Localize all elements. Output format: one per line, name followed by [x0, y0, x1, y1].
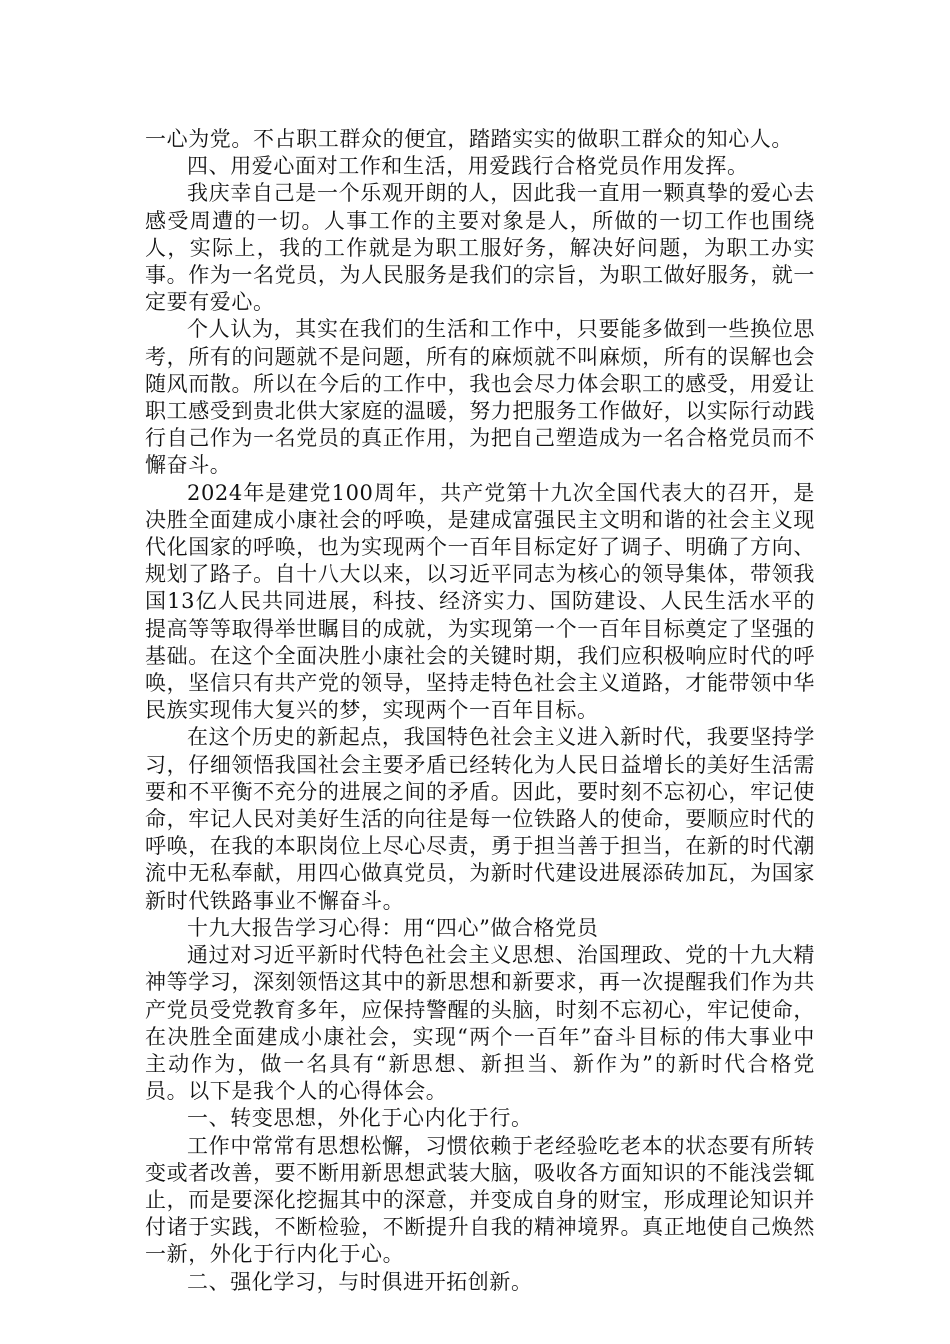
paragraph: 工作中常常有思想松懈，习惯依赖于老经验吃老本的状态要有所转变或者改善，要不断用新思想武装大脑，吸收各方面知识的不能浅尝辄止，而是要深化挖掘其中的深意，并变成自身的财宝，形成理论知识并付诸于实践，不断检验，不断提升自我的精神境界。真正地使自己焕然一新，外化于行内化于心。 [145, 1133, 815, 1267]
section-heading: 二、强化学习，与时俱进开拓创新。 [187, 1269, 533, 1294]
paragraph: 个人认为，其实在我们的生活和工作中，只要能多做到一些换位思考，所有的问题就不是问题，所有的麻烦就不叫麻烦，所有的误解也会随风而散。所以在今后的工作中，我也会尽力体会职工的感受，用爱让职工感受到贵北供大家庭的温暖，努力把服务工作做好，以实际行动践行自己作为一名党员的真正作用，为把自己塑造成为一名合格党员而不懈奋斗。 [145, 317, 815, 478]
paragraph: 在这个历史的新起点，我国特色社会主义进入新时代，我要坚持学习，仔细领悟我国社会主要矛盾已经转化为人民日益增长的美好生活需要和不平衡不充分的进展之间的矛盾。因此，要时刻不忘初心，牢记使命，牢记人民对美好生活的向往是每一位铁路人的使命，要顺应时代的呼唤，在我的本职岗位上尽心尽责，勇于担当善于担当，在新的时代潮流中无私奉献，用四心做真党员，为新时代建设进展添砖加瓦，为国家新时代铁路事业不懈奋斗。 [145, 725, 815, 913]
paragraph: 我庆幸自己是一个乐观开朗的人，因此我一直用一颗真挚的爱心去感受周遭的一切。人事工作的主要对象是人，所做的一切工作也围绕人，实际上，我的工作就是为职工服好务，解决好问题，为职工办实事。作为一名党员，为人民服务是我们的宗旨，为职工做好服务，就一定要有爱心。 [145, 181, 815, 315]
article-title: 十九大报告学习心得：用“四心”做合格党员 [187, 915, 599, 940]
paragraph: 一心为党。不占职工群众的便宜，踏踏实实的做职工群众的知心人。 [145, 127, 793, 151]
paragraph: 通过对习近平新时代特色社会主义思想、治国理政、党的十九大精神等学习，深刻领悟这其中的新思想和新要求，再一次提醒我们作为共产党员受党教育多年，应保持警醒的头脑，时刻不忘初心，牢记使命，在决胜全面建成小康社会，实现“两个一百年”奋斗目标的伟大事业中主动作为，做一名具有“新思想、新担当、新作为”的新时代合格党员。以下是我个人的心得体会。 [145, 943, 815, 1104]
section-heading: 一、转变思想，外化于心内化于行。 [187, 1106, 533, 1131]
paragraph: 2024年是建党100周年，共产党第十九次全国代表大的召开，是决胜全面建成小康社会的呼唤，是建成富强民主文明和谐的社会主义现代化国家的呼唤，也为实现两个一百年目标定好了调子、明确了方向、规划了路子。自十八大以来，以习近平同志为核心的领导集体，带领我国13亿人民共同进展，科技、经济实力、国防建设、人民生活水平的提高等等取得举世瞩目的成就，为实现第一个一百年目标奠定了坚强的基础。在这个全面决胜小康社会的关键时期，我们应积极响应时代的呼唤，坚信只有共产党的领导，坚持走特色社会主义道路，才能带领中华民族实现伟大复兴的梦，实现两个一百年目标。 [145, 480, 815, 723]
section-heading: 四、用爱心面对工作和生活，用爱践行合格党员作用发挥。 [187, 154, 749, 179]
document-body [145, 126, 815, 1296]
